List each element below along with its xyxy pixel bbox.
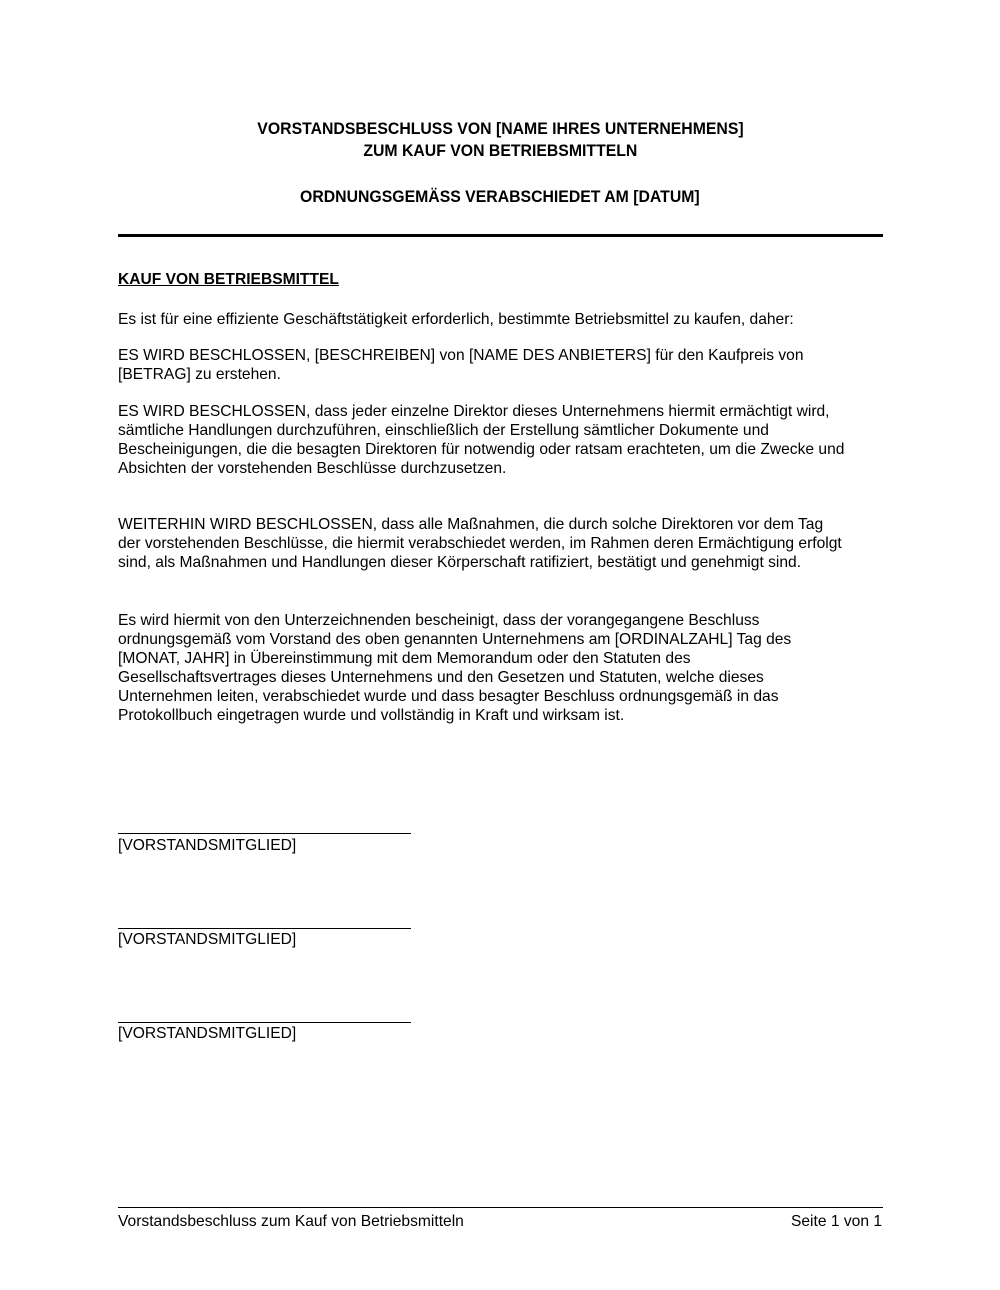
- text-line: sämtliche Handlungen durchzuführen, einschließlich der Erstellung sämtlicher Dokumente und: [118, 422, 769, 439]
- signature-line-1: [118, 833, 411, 834]
- text-line: sind, als Maßnahmen und Handlungen dieser Körperschaft ratifiziert, bestätigt und genehmigt sind.: [118, 554, 802, 571]
- signature-label-3: [VORSTANDSMITGLIED]: [118, 1025, 297, 1042]
- text-line: ordnungsgemäß vom Vorstand des oben genannten Unternehmens am [ORDINALZAHL] Tag des: [118, 631, 792, 648]
- paragraph-2: [118, 346, 888, 384]
- paragraph-4: [118, 515, 888, 572]
- text-line: ES WIRD BESCHLOSSEN, dass jeder einzelne Direktor dieses Unternehmens hiermit ermächtigt wird,: [118, 403, 830, 420]
- title-line-2: ZUM KAUF VON BETRIEBSMITTELN: [362, 141, 638, 160]
- signature-label-2: [VORSTANDSMITGLIED]: [118, 931, 297, 948]
- footer-divider: [118, 1207, 883, 1208]
- text-line: Absichten der vorstehenden Beschlüsse durchzusetzen.: [118, 460, 507, 477]
- paragraph-3: [118, 402, 888, 478]
- text-line: Gesellschaftsvertrages dieses Unternehmens und den Gesetzen und Statuten, welche dieses: [118, 669, 764, 686]
- text-line: der vorstehenden Beschlüsse, die hiermit verabschiedet werden, im Rahmen deren Ermächtigung erfolgt: [118, 535, 842, 552]
- footer-doc-title: Vorstandsbeschluss zum Kauf von Betriebsmitteln: [118, 1213, 464, 1230]
- signature-line-3: [118, 1022, 411, 1023]
- text-line: Unternehmen leiten, verabschiedet wurde und dass besagter Beschluss ordnungsgemäß in das: [118, 688, 779, 705]
- document-title: [0, 118, 1000, 162]
- text-line: Es ist für eine effiziente Geschäftstätigkeit erforderlich, bestimmte Betriebsmittel zu kaufen, daher:: [118, 311, 794, 328]
- text-line: Es wird hiermit von den Unterzeichnenden bescheinigt, dass der vorangegangene Beschluss: [118, 612, 760, 629]
- subtitle-text: ORDNUNGSGEMÄSS VERABSCHIEDET AM [DATUM]: [300, 187, 700, 206]
- signature-label-1: [VORSTANDSMITGLIED]: [118, 837, 297, 854]
- text-line: ES WIRD BESCHLOSSEN, [BESCHREIBEN] von [NAME DES ANBIETERS] für den Kaufpreis von: [118, 347, 804, 364]
- text-line: Bescheinigungen, die die besagten Direktoren für notwendig oder ratsam erachteten, um die Zwecke und: [118, 441, 845, 458]
- text-line: [MONAT, JAHR] in Übereinstimmung mit dem Memorandum oder den Statuten des: [118, 650, 691, 667]
- text-line: Protokollbuch eingetragen wurde und vollständig in Kraft und wirksam ist.: [118, 707, 625, 724]
- section-heading: KAUF VON BETRIEBSMITTEL: [118, 271, 339, 288]
- title-line-1: VORSTANDSBESCHLUSS VON [NAME IHRES UNTERNEHMENS]: [256, 119, 744, 138]
- header-divider: [118, 234, 883, 237]
- text-line: WEITERHIN WIRD BESCHLOSSEN, dass alle Maßnahmen, die durch solche Direktoren vor dem Tag: [118, 516, 824, 533]
- paragraph-5: [118, 611, 888, 725]
- paragraph-1: [118, 310, 888, 329]
- document-subtitle: [0, 186, 1000, 208]
- text-line: [BETRAG] zu erstehen.: [118, 366, 281, 383]
- signature-line-2: [118, 928, 411, 929]
- footer-page-info: Seite 1 von 1: [790, 1213, 882, 1230]
